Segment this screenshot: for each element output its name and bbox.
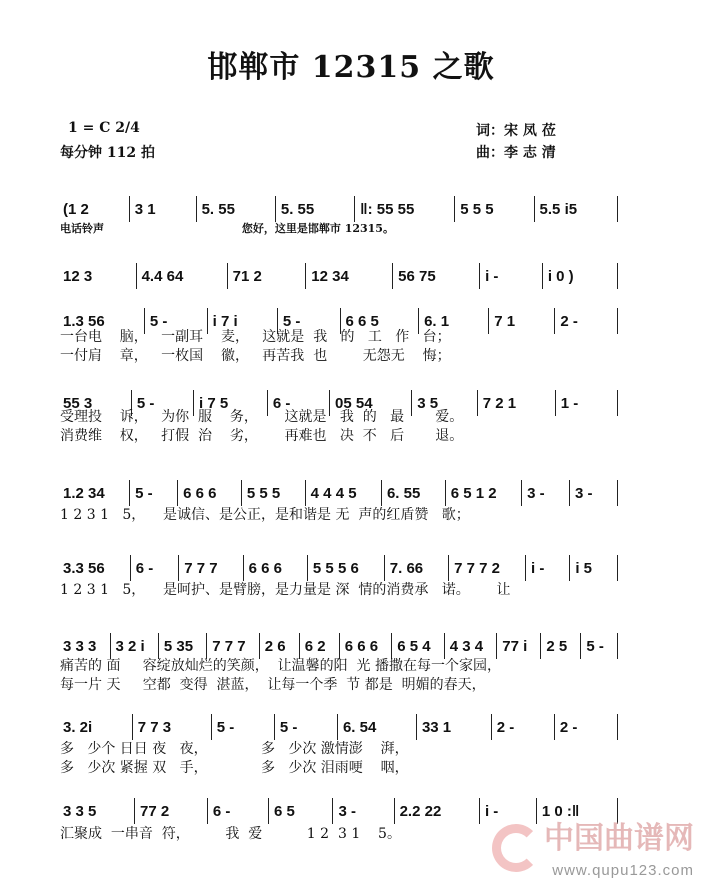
measure: 1.3 56	[58, 308, 145, 334]
measure: 6 5	[269, 798, 333, 824]
lyrics-line: 一台电 脑， 一副耳 麦， 这就是 我 的 工 作 台；	[60, 329, 451, 345]
measure: 6 6 5	[341, 308, 420, 334]
measure: 7 2 1	[478, 390, 556, 416]
measure: 2 5	[541, 633, 581, 659]
measure: 5 5 5 6	[308, 555, 385, 581]
measure: 7 7 7 2	[449, 555, 526, 581]
measure: 6 6 6	[178, 480, 242, 506]
measure: 3 3 3	[58, 633, 111, 659]
measure: 6 2	[300, 633, 340, 659]
measure: 12 34	[306, 263, 393, 289]
measure: 7 1	[489, 308, 555, 334]
composer: 曲：李 志 清	[476, 145, 556, 161]
measure: 1.2 34	[58, 480, 130, 506]
measure: 3 2 i	[111, 633, 159, 659]
measure: 5. 55	[276, 196, 355, 222]
measure: 3.3 56	[58, 555, 131, 581]
measure: 5. 55	[197, 196, 276, 222]
score-line	[58, 714, 618, 740]
score-line	[58, 480, 618, 506]
watermark-name: 中国曲谱网	[544, 821, 694, 856]
lyrics-line: 多 少次 紧握 双 手， 多 少次 泪雨哽 咽，	[60, 760, 409, 776]
measure: (1 2	[58, 196, 130, 222]
measure: 5 -	[581, 633, 618, 659]
measure: 2 -	[555, 308, 618, 334]
measure: 56 75	[393, 263, 480, 289]
measure: 12 3	[58, 263, 137, 289]
measure: i -	[526, 555, 570, 581]
key-signature: 1 = C 2/4	[68, 120, 140, 136]
lyrics-line: 多 少个 日日 夜 夜， 多 少次 激情澎 湃，	[60, 741, 409, 757]
measure: 77 i	[497, 633, 541, 659]
measure: 2 -	[555, 714, 618, 740]
measure: 5 -	[278, 308, 341, 334]
measure: 55 3	[58, 390, 132, 416]
measure: 2.2 22	[395, 798, 480, 824]
measure: ‖: 55 55	[355, 196, 455, 222]
measure: 3 3 5	[58, 798, 135, 824]
measure: 7. 66	[385, 555, 449, 581]
measure: 3 5	[412, 390, 478, 416]
lyrics-line: 1 2 3 1 5， 是呵护、是臂膀，是力量是 深 情的消费承 诺。 让	[60, 582, 511, 598]
lyrics-line: 电话铃声 您好，这里是邯郸市 12315。	[60, 222, 394, 235]
lyrics-line: 消费维 权， 打假 治 劣， 再难也 决 不 后 退。	[60, 428, 464, 444]
measure: 7 7 3	[133, 714, 212, 740]
measure: 6. 1	[419, 308, 489, 334]
measure: i -	[480, 263, 543, 289]
measure: 2 6	[260, 633, 300, 659]
measure: 1 0 :‖	[537, 798, 618, 824]
measure: 6 -	[131, 555, 180, 581]
measure: i 5	[570, 555, 618, 581]
measure: i 7 i	[208, 308, 278, 334]
lyrics-line: 受理投 诉， 为你 服 务， 这就是 我 的 最 爱。	[60, 409, 464, 425]
measure: 5 -	[132, 390, 194, 416]
score-line	[58, 555, 618, 581]
watermark-url: www.qupu123.com	[552, 862, 694, 879]
score-line	[58, 263, 618, 289]
lyrics-line: 汇聚成 一串音 符， 我 爱 1 2 3 1 5。	[60, 826, 401, 842]
lyrics-line: 1 2 3 1 5， 是诚信、是公正，是和谐是 无 声的红盾赞 歌；	[60, 507, 470, 523]
measure: 5 -	[130, 480, 178, 506]
lyrics-line: 一付肩 章， 一枚国 徽， 再苦我 也 无怨无 悔；	[60, 348, 451, 364]
measure: 7 7 7	[179, 555, 243, 581]
measure: 5.5 i5	[535, 196, 618, 222]
measure: 05 54	[330, 390, 412, 416]
measure: 3 -	[333, 798, 394, 824]
measure: 71 2	[228, 263, 307, 289]
score-line	[58, 633, 618, 659]
measure: 33 1	[417, 714, 492, 740]
measure: 5 5 5	[455, 196, 534, 222]
measure: 77 2	[135, 798, 208, 824]
measure: 5 -	[275, 714, 338, 740]
measure: 6. 55	[382, 480, 446, 506]
measure: i -	[480, 798, 537, 824]
measure: i 7 5	[194, 390, 268, 416]
measure: 6 -	[208, 798, 269, 824]
score-line	[58, 196, 618, 222]
measure: 5 35	[159, 633, 207, 659]
measure: 6. 54	[338, 714, 417, 740]
measure: 1 -	[556, 390, 618, 416]
measure: 4.4 64	[137, 263, 228, 289]
measure: 5 -	[145, 308, 208, 334]
measure: 6 6 6	[244, 555, 308, 581]
measure: 4 4 4 5	[306, 480, 382, 506]
measure: 3 -	[522, 480, 570, 506]
measure: 3. 2i	[58, 714, 133, 740]
lyrics-line: 痛苦的 面 容绽放灿烂的笑颜， 让温馨的阳 光 播撒在每一个家园，	[60, 658, 501, 674]
measure: 7 7 7	[207, 633, 260, 659]
tempo: 每分钟 112 拍	[60, 145, 155, 161]
measure: 6 6 6	[340, 633, 393, 659]
measure: 5 5 5	[242, 480, 306, 506]
measure: 3 -	[570, 480, 618, 506]
lyricist: 词：宋 凤 莅	[476, 123, 556, 139]
measure: 6 -	[268, 390, 330, 416]
measure: 6 5 1 2	[446, 480, 522, 506]
lyrics-line: 每一片 天 空都 变得 湛蓝， 让每一个季 节 都是 明媚的春天，	[60, 677, 486, 693]
measure: 4 3 4	[445, 633, 498, 659]
song-title: 邯郸市 12315 之歌	[207, 50, 495, 85]
measure: 3 1	[130, 196, 197, 222]
watermark-logo-icon	[492, 824, 540, 872]
score-line	[58, 798, 618, 824]
measure: 6 5 4	[392, 633, 445, 659]
measure: 2 -	[492, 714, 555, 740]
measure: 5 -	[212, 714, 275, 740]
measure: i 0 )	[543, 263, 618, 289]
